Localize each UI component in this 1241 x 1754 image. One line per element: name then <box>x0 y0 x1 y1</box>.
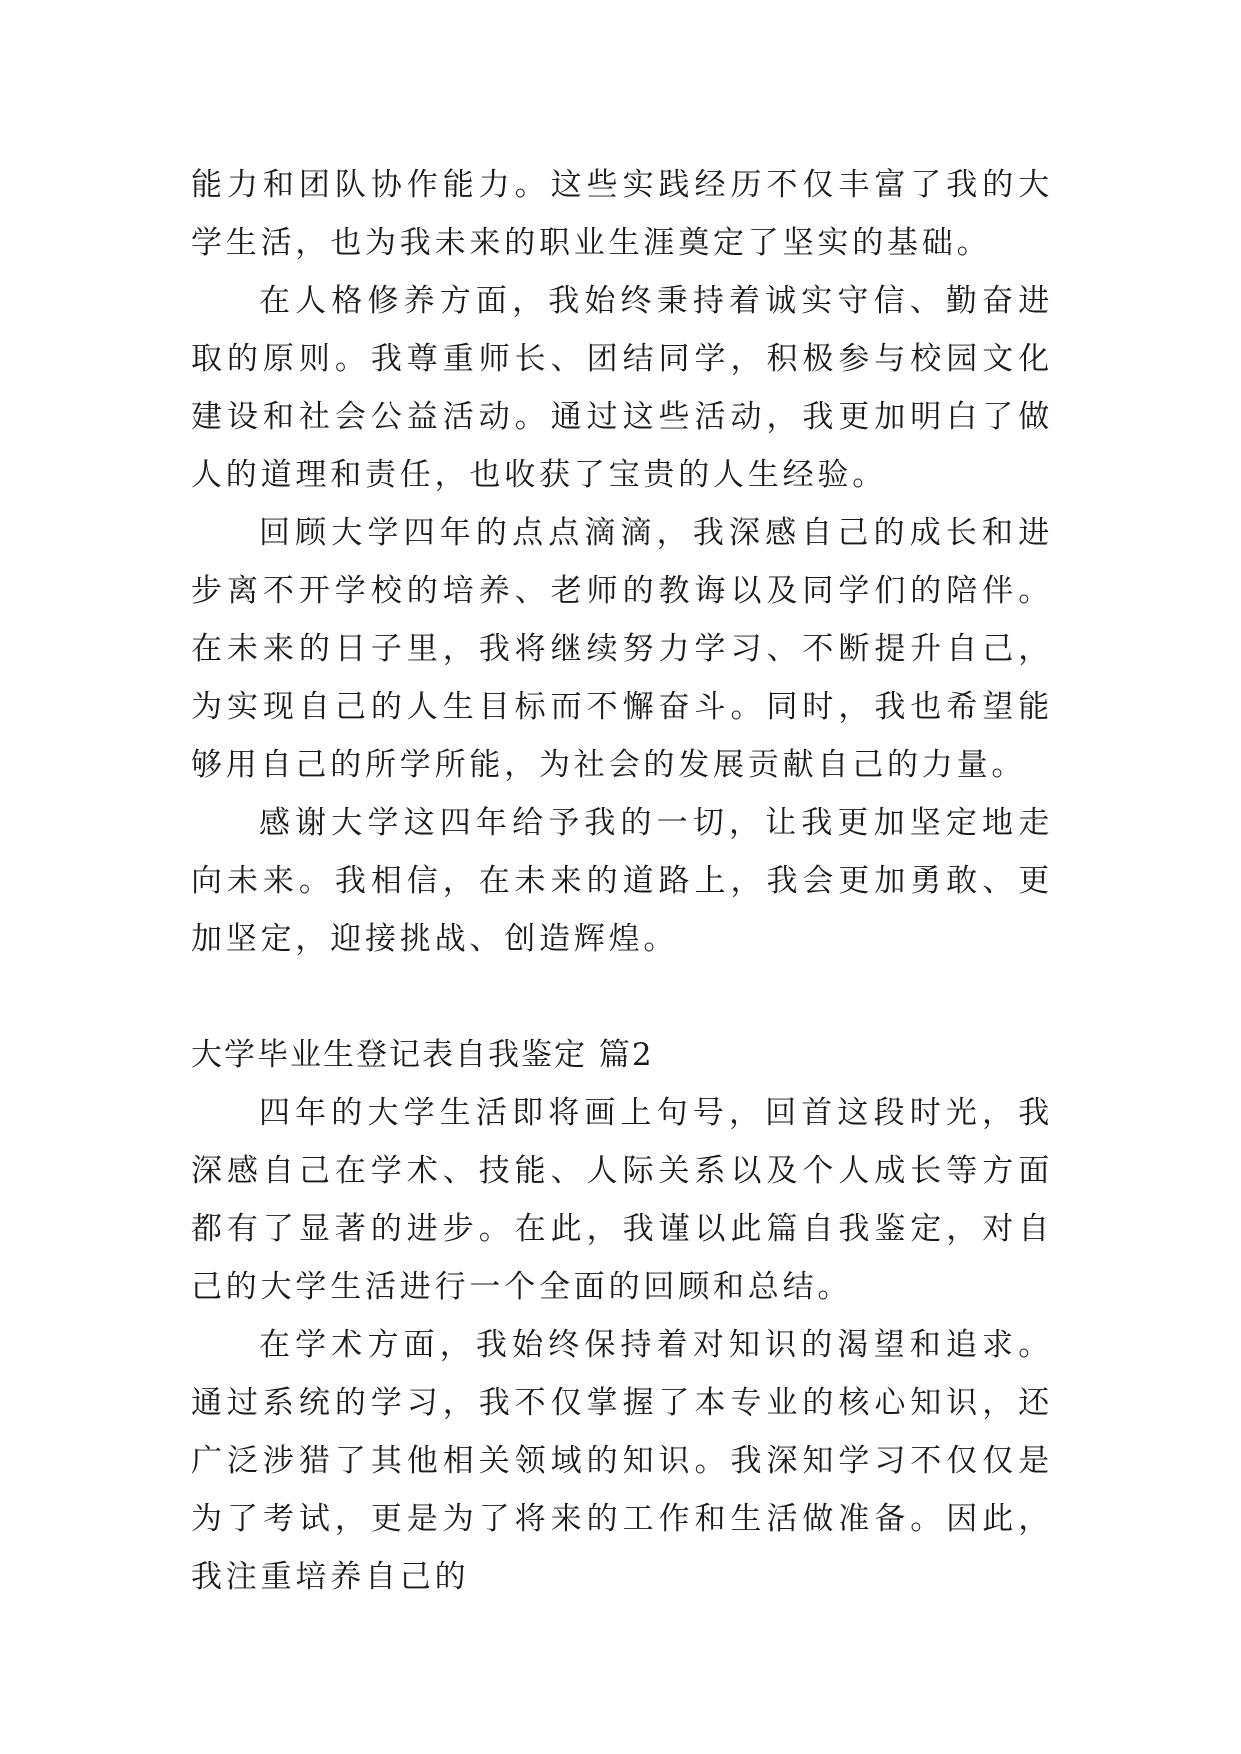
section-heading: 大学毕业生登记表自我鉴定 篇2 <box>191 1037 654 1073</box>
paragraph-gratitude: 感谢大学这四年给予我的一切，让我更加坚定地走向未来。我相信，在未来的道路上，我会更加勇敢、更加坚定，迎接挑战、创造辉煌。 <box>191 805 1053 957</box>
document-page <box>191 156 1053 1606</box>
paragraph-introduction: 四年的大学生活即将画上句号，回首这段时光，我深感自己在学术、技能、人际关系以及个人成长等方面都有了显著的进步。在此，我谨以此篇自我鉴定，对自己的大学生活进行一个全面的回顾和总结。 <box>191 1095 1053 1305</box>
paragraph-continuation: 能力和团队协作能力。这些实践经历不仅丰富了我的大学生活，也为我未来的职业生涯奠定了坚实的基础。 <box>191 167 1053 261</box>
paragraph-character-cultivation: 在人格修养方面，我始终秉持着诚实守信、勤奋进取的原则。我尊重师长、团结同学，积极参与校园文化建设和社会公益活动。通过这些活动，我更加明白了做人的道理和责任，也收获了宝贵的人生经验。 <box>191 283 1053 493</box>
paragraph-academics: 在学术方面，我始终保持着对知识的渴望和追求。通过系统的学习，我不仅掌握了本专业的核心知识，还广泛涉猎了其他相关领域的知识。我深知学习不仅仅是为了考试，更是为了将来的工作和生活做准备。因此，我注重培养自己的 <box>191 1327 1053 1595</box>
paragraph-review: 回顾大学四年的点点滴滴，我深感自己的成长和进步离不开学校的培养、老师的教诲以及同学们的陪伴。在未来的日子里，我将继续努力学习、不断提升自己，为实现自己的人生目标而不懈奋斗。同时，我也希望能够用自己的所学所能，为社会的发展贡献自己的力量。 <box>191 515 1053 783</box>
